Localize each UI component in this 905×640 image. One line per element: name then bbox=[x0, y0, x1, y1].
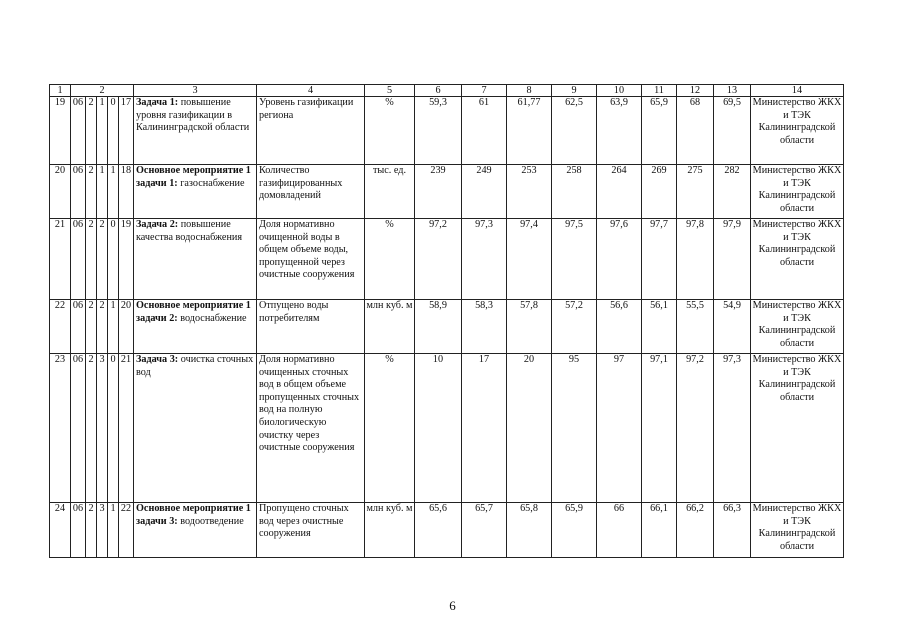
code-cell: 1 bbox=[108, 503, 119, 558]
table-row bbox=[50, 354, 844, 503]
code-cell: 21 bbox=[119, 354, 134, 503]
header-row bbox=[50, 85, 844, 97]
responsible-cell: Министерство ЖКХ и ТЭК Калининградской области bbox=[751, 300, 844, 354]
task-title: Основное мероприятие 1 задачи 2: bbox=[136, 300, 251, 324]
code-cell: 06 bbox=[71, 300, 86, 354]
code-cell: 06 bbox=[71, 503, 86, 558]
value-cell: 54,9 bbox=[714, 300, 751, 354]
task-cell bbox=[134, 219, 257, 300]
unit-cell: % bbox=[365, 354, 415, 503]
value-cell: 97 bbox=[597, 354, 642, 503]
value-cell: 97,8 bbox=[677, 219, 714, 300]
header-cell: 12 bbox=[677, 85, 714, 97]
code-cell: 1 bbox=[97, 165, 108, 219]
code-cell: 2 bbox=[86, 354, 97, 503]
value-cell: 66,3 bbox=[714, 503, 751, 558]
value-cell: 58,9 bbox=[415, 300, 462, 354]
value-cell: 97,3 bbox=[462, 219, 507, 300]
header-cell: 14 bbox=[751, 85, 844, 97]
code-cell: 06 bbox=[71, 219, 86, 300]
value-cell: 62,5 bbox=[552, 97, 597, 165]
task-description: очистка сточных вод bbox=[136, 354, 254, 378]
value-cell: 65,9 bbox=[552, 503, 597, 558]
code-cell: 22 bbox=[119, 503, 134, 558]
value-cell: 66,2 bbox=[677, 503, 714, 558]
code-cell: 0 bbox=[108, 219, 119, 300]
value-cell: 69,5 bbox=[714, 97, 751, 165]
value-cell: 65,6 bbox=[415, 503, 462, 558]
task-cell bbox=[134, 300, 257, 354]
header-cell: 4 bbox=[257, 85, 365, 97]
value-cell: 258 bbox=[552, 165, 597, 219]
value-cell: 20 bbox=[507, 354, 552, 503]
value-cell: 56,6 bbox=[597, 300, 642, 354]
task-title: Задача 1: bbox=[136, 97, 179, 108]
code-cell: 0 bbox=[108, 97, 119, 165]
indicator-cell: Пропущено сточных вод через очистные сооружения bbox=[257, 503, 365, 558]
value-cell: 97,3 bbox=[714, 354, 751, 503]
value-cell: 282 bbox=[714, 165, 751, 219]
value-cell: 275 bbox=[677, 165, 714, 219]
page-number: 6 bbox=[449, 598, 456, 613]
value-cell: 10 bbox=[415, 354, 462, 503]
table-row bbox=[50, 503, 844, 558]
responsible-cell: Министерство ЖКХ и ТЭК Калининградской области bbox=[751, 97, 844, 165]
table-row bbox=[50, 219, 844, 300]
value-cell: 65,9 bbox=[642, 97, 677, 165]
code-cell: 2 bbox=[97, 300, 108, 354]
code-cell: 2 bbox=[86, 300, 97, 354]
table-row bbox=[50, 300, 844, 354]
value-cell: 264 bbox=[597, 165, 642, 219]
code-cell: 2 bbox=[86, 97, 97, 165]
value-cell: 65,8 bbox=[507, 503, 552, 558]
indicators-table bbox=[49, 84, 844, 558]
code-cell: 1 bbox=[108, 300, 119, 354]
value-cell: 55,5 bbox=[677, 300, 714, 354]
value-cell: 61 bbox=[462, 97, 507, 165]
value-cell: 17 bbox=[462, 354, 507, 503]
task-description: водоотведение bbox=[180, 515, 244, 527]
task-description: повышение уровня газификации в Калининградской области bbox=[136, 97, 250, 134]
task-cell bbox=[134, 97, 257, 165]
header-cell: 3 bbox=[134, 85, 257, 97]
code-cell: 1 bbox=[97, 97, 108, 165]
unit-cell: тыс. ед. bbox=[365, 165, 415, 219]
task-cell bbox=[134, 503, 257, 558]
value-cell: 58,3 bbox=[462, 300, 507, 354]
value-cell: 57,8 bbox=[507, 300, 552, 354]
indicator-cell: Доля нормативно очищенной воды в общем объеме воды, пропущенной через очистные сооружения bbox=[257, 219, 365, 300]
row-number-cell: 22 bbox=[50, 300, 71, 354]
code-cell: 18 bbox=[119, 165, 134, 219]
header-cell: 6 bbox=[415, 85, 462, 97]
header-cell: 13 bbox=[714, 85, 751, 97]
value-cell: 249 bbox=[462, 165, 507, 219]
unit-cell: % bbox=[365, 219, 415, 300]
unit-cell: % bbox=[365, 97, 415, 165]
code-cell: 17 bbox=[119, 97, 134, 165]
value-cell: 63,9 bbox=[597, 97, 642, 165]
header-cell: 11 bbox=[642, 85, 677, 97]
header-cell: 8 bbox=[507, 85, 552, 97]
value-cell: 269 bbox=[642, 165, 677, 219]
code-cell: 1 bbox=[108, 165, 119, 219]
header-cell: 9 bbox=[552, 85, 597, 97]
code-cell: 20 bbox=[119, 300, 134, 354]
task-cell bbox=[134, 354, 257, 503]
task-cell bbox=[134, 165, 257, 219]
task-description: повышение качества водоснабжения bbox=[136, 219, 243, 243]
value-cell: 97,2 bbox=[415, 219, 462, 300]
value-cell: 97,2 bbox=[677, 354, 714, 503]
code-cell: 06 bbox=[71, 165, 86, 219]
value-cell: 97,1 bbox=[642, 354, 677, 503]
task-description: газоснабжение bbox=[180, 177, 245, 189]
code-cell: 2 bbox=[86, 165, 97, 219]
value-cell: 97,7 bbox=[642, 219, 677, 300]
unit-cell: млн куб. м bbox=[365, 503, 415, 558]
code-cell: 19 bbox=[119, 219, 134, 300]
task-title: Основное мероприятие 1 задачи 1: bbox=[136, 165, 251, 189]
value-cell: 57,2 bbox=[552, 300, 597, 354]
code-cell: 3 bbox=[97, 503, 108, 558]
row-number-cell: 19 bbox=[50, 97, 71, 165]
row-number-cell: 20 bbox=[50, 165, 71, 219]
unit-cell: млн куб. м bbox=[365, 300, 415, 354]
value-cell: 239 bbox=[415, 165, 462, 219]
code-cell: 0 bbox=[108, 354, 119, 503]
responsible-cell: Министерство ЖКХ и ТЭК Калининградской области bbox=[751, 165, 844, 219]
value-cell: 66 bbox=[597, 503, 642, 558]
value-cell: 65,7 bbox=[462, 503, 507, 558]
table-row bbox=[50, 97, 844, 165]
header-cell: 7 bbox=[462, 85, 507, 97]
responsible-cell: Министерство ЖКХ и ТЭК Калининградской области bbox=[751, 503, 844, 558]
code-cell: 06 bbox=[71, 97, 86, 165]
value-cell: 59,3 bbox=[415, 97, 462, 165]
indicator-cell: Количество газифицированных домовладений bbox=[257, 165, 365, 219]
task-description: водоснабжение bbox=[180, 312, 247, 324]
value-cell: 97,6 bbox=[597, 219, 642, 300]
code-cell: 2 bbox=[97, 219, 108, 300]
code-cell: 2 bbox=[86, 503, 97, 558]
row-number-cell: 24 bbox=[50, 503, 71, 558]
responsible-cell: Министерство ЖКХ и ТЭК Калининградской области bbox=[751, 354, 844, 503]
value-cell: 66,1 bbox=[642, 503, 677, 558]
table-row bbox=[50, 165, 844, 219]
header-cell: 10 bbox=[597, 85, 642, 97]
task-title: Основное мероприятие 1 задачи 3: bbox=[136, 503, 251, 527]
value-cell: 97,4 bbox=[507, 219, 552, 300]
header-cell: 5 bbox=[365, 85, 415, 97]
header-cell: 2 bbox=[71, 85, 134, 97]
value-cell: 56,1 bbox=[642, 300, 677, 354]
code-cell: 06 bbox=[71, 354, 86, 503]
row-number-cell: 23 bbox=[50, 354, 71, 503]
indicator-cell: Отпущено воды потребителям bbox=[257, 300, 365, 354]
value-cell: 68 bbox=[677, 97, 714, 165]
row-number-cell: 21 bbox=[50, 219, 71, 300]
value-cell: 61,77 bbox=[507, 97, 552, 165]
task-title: Задача 2: bbox=[136, 219, 179, 230]
responsible-cell: Министерство ЖКХ и ТЭК Калининградской области bbox=[751, 219, 844, 300]
task-title: Задача 3: bbox=[136, 354, 179, 365]
value-cell: 97,5 bbox=[552, 219, 597, 300]
header-cell: 1 bbox=[50, 85, 71, 97]
indicator-cell: Уровень газификации региона bbox=[257, 97, 365, 165]
indicator-cell: Доля нормативно очищенных сточных вод в общем объеме пропущенных сточных вод на полную биологическую очистку через очистные сооружения bbox=[257, 354, 365, 503]
value-cell: 95 bbox=[552, 354, 597, 503]
code-cell: 3 bbox=[97, 354, 108, 503]
value-cell: 253 bbox=[507, 165, 552, 219]
value-cell: 97,9 bbox=[714, 219, 751, 300]
code-cell: 2 bbox=[86, 219, 97, 300]
